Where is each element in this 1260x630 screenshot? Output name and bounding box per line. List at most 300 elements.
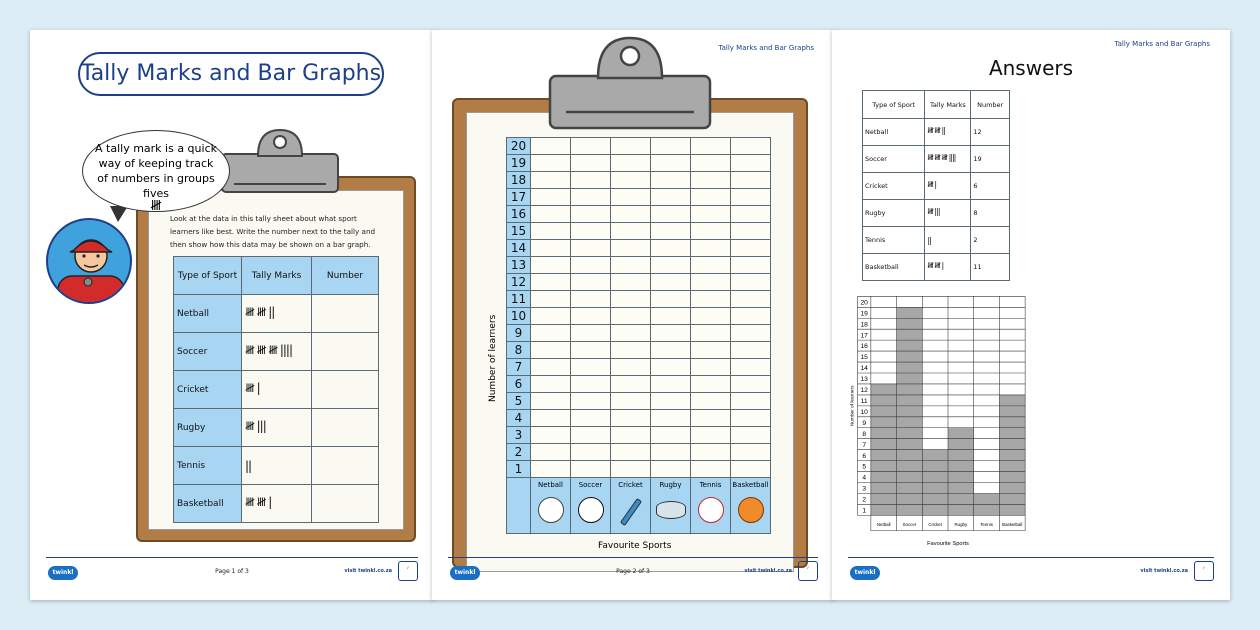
grid-cell[interactable] — [611, 155, 651, 172]
answers-tally-table — [862, 90, 1010, 281]
sport-column-header — [731, 478, 771, 534]
twinkl-logo[interactable]: twinkl — [850, 566, 880, 580]
tally-icon: 𝍸 — [150, 198, 162, 214]
page-number: Page 1 of 3 — [215, 568, 249, 575]
header-type-of-sport: Type of Sport — [863, 91, 925, 119]
grid-cell[interactable] — [651, 359, 691, 376]
table-row — [863, 227, 1010, 254]
grid-cell[interactable] — [731, 444, 771, 461]
table-row — [174, 485, 379, 523]
y-tick-label: 17 — [507, 189, 531, 206]
grid-cell[interactable] — [571, 291, 611, 308]
grid-cell[interactable] — [531, 444, 571, 461]
grid-row — [507, 257, 771, 274]
grid-cell[interactable] — [651, 308, 691, 325]
grid-cell[interactable] — [531, 274, 571, 291]
cricket-bat-icon — [619, 498, 641, 526]
grid-cell[interactable] — [651, 189, 691, 206]
number-value: 2 — [971, 227, 1010, 254]
worksheet-page-3 — [832, 30, 1230, 600]
sport-name: Basketball — [863, 254, 925, 281]
number-answer-cell[interactable] — [312, 485, 379, 523]
grid-cell[interactable] — [651, 291, 691, 308]
page-number: Page 2 of 3 — [616, 568, 650, 575]
y-tick-label: 5 — [862, 463, 867, 471]
y-tick-label: 13 — [860, 376, 868, 384]
y-tick-label: 10 — [507, 308, 531, 325]
sport-name: Tennis — [174, 447, 242, 485]
grid-row — [507, 393, 771, 410]
grid-row — [507, 359, 771, 376]
grid-cell[interactable] — [691, 172, 731, 189]
grid-row — [507, 444, 771, 461]
tally-marks: 𝍸 | — [242, 371, 312, 409]
grid-cell[interactable] — [691, 393, 731, 410]
grid-cell[interactable] — [531, 410, 571, 427]
number-answer-cell[interactable] — [312, 447, 379, 485]
sport-name: Tennis — [863, 227, 925, 254]
tally-marks: 𝍸 𝍸 | — [925, 254, 971, 281]
grid-cell[interactable] — [611, 274, 651, 291]
grid-cell[interactable] — [691, 325, 731, 342]
corner-cell — [507, 478, 531, 534]
grid-cell[interactable] — [531, 138, 571, 155]
sport-name: Netball — [174, 295, 242, 333]
grid-cell[interactable] — [731, 274, 771, 291]
table-header-row — [863, 91, 1010, 119]
y-tick-label: 15 — [860, 354, 868, 362]
grid-cell[interactable] — [531, 172, 571, 189]
x-tick-label: Basketball — [1002, 521, 1023, 527]
grid-cell[interactable] — [731, 342, 771, 359]
bar — [999, 395, 1025, 515]
grid-cell[interactable] — [691, 189, 731, 206]
grid-cell[interactable] — [731, 240, 771, 257]
basketball-icon — [738, 497, 764, 523]
grid-cell[interactable] — [531, 257, 571, 274]
grid-row — [507, 172, 771, 189]
site-link[interactable]: visit twinkl.co.za — [744, 568, 792, 574]
table-row — [863, 254, 1010, 281]
x-axis-label: Favourite Sports — [927, 540, 969, 547]
coach-avatar — [46, 218, 132, 304]
number-answer-cell[interactable] — [312, 409, 379, 447]
y-tick-label: 11 — [507, 291, 531, 308]
grid-cell[interactable] — [731, 189, 771, 206]
grid-cell[interactable] — [571, 325, 611, 342]
y-tick-label: 13 — [507, 257, 531, 274]
sport-name: Soccer — [174, 333, 242, 371]
y-tick-label: 16 — [507, 206, 531, 223]
tally-marks: 𝍸 𝍸 || — [925, 119, 971, 146]
grid-cell[interactable] — [691, 427, 731, 444]
grid-cell[interactable] — [611, 138, 651, 155]
grid-cell[interactable] — [731, 257, 771, 274]
grid-cell[interactable] — [531, 427, 571, 444]
grid-cell[interactable] — [691, 138, 731, 155]
speech-bubble — [82, 130, 230, 212]
grid-cell[interactable] — [571, 240, 611, 257]
number-value: 6 — [971, 173, 1010, 200]
grid-cell[interactable] — [531, 376, 571, 393]
grid-cell[interactable] — [611, 308, 651, 325]
empty-bar-graph-grid — [506, 137, 771, 534]
grid-cell[interactable] — [731, 155, 771, 172]
netball-icon — [538, 497, 564, 523]
grid-cell[interactable] — [611, 376, 651, 393]
bar — [897, 307, 923, 515]
y-tick-label: 12 — [860, 387, 868, 395]
y-tick-label: 12 — [507, 274, 531, 291]
grid-cell[interactable] — [691, 308, 731, 325]
grid-cell[interactable] — [731, 427, 771, 444]
grid-cell[interactable] — [611, 172, 651, 189]
y-tick-label: 11 — [860, 398, 868, 405]
tally-marks: || — [242, 447, 312, 485]
grid-cell[interactable] — [571, 410, 611, 427]
table-header-row — [174, 257, 379, 295]
grid-cell[interactable] — [531, 359, 571, 376]
y-axis-label: Number of learners — [488, 314, 498, 402]
table-row — [174, 447, 379, 485]
y-tick-label: 7 — [862, 441, 867, 449]
grid-row — [507, 206, 771, 223]
grid-cell[interactable] — [651, 410, 691, 427]
twinkl-logo[interactable]: twinkl — [48, 566, 78, 580]
grid-cell[interactable] — [651, 274, 691, 291]
grid-cell[interactable] — [611, 393, 651, 410]
header-tally-marks: Tally Marks — [242, 257, 312, 295]
grid-cell[interactable] — [691, 461, 731, 478]
grid-row — [507, 308, 771, 325]
grid-cell[interactable] — [531, 189, 571, 206]
grid-cell[interactable] — [571, 223, 611, 240]
grid-cell[interactable] — [691, 257, 731, 274]
grid-cell[interactable] — [531, 393, 571, 410]
grid-cell[interactable] — [611, 342, 651, 359]
site-link[interactable]: visit twinkl.co.za — [1140, 568, 1188, 574]
y-tick-label: 19 — [860, 310, 868, 318]
grid-cell[interactable] — [651, 257, 691, 274]
x-tick-label: Rugby — [954, 521, 968, 527]
grid-cell[interactable] — [731, 206, 771, 223]
y-tick-label: 7 — [507, 359, 531, 376]
sport-name: Basketball — [174, 485, 242, 523]
y-tick-label: 4 — [862, 474, 867, 482]
grid-row — [507, 325, 771, 342]
header-number: Number — [971, 91, 1010, 119]
y-tick-label: 17 — [860, 332, 868, 340]
header-tally-marks: Tally Marks — [925, 91, 971, 119]
x-tick-label: Netball — [876, 521, 891, 527]
grid-row — [507, 410, 771, 427]
grid-cell[interactable] — [731, 291, 771, 308]
grid-cell[interactable] — [691, 223, 731, 240]
grid-cell[interactable] — [571, 155, 611, 172]
y-tick-label: 8 — [507, 342, 531, 359]
grid-cell[interactable] — [731, 223, 771, 240]
grid-cell[interactable] — [691, 291, 731, 308]
y-tick-label: 1 — [507, 461, 531, 478]
sport-name: Netball — [863, 119, 925, 146]
grid-cell[interactable] — [571, 274, 611, 291]
header-type-of-sport: Type of Sport — [174, 257, 242, 295]
grid-cell[interactable] — [531, 206, 571, 223]
grid-cell[interactable] — [651, 461, 691, 478]
y-tick-label: 6 — [862, 452, 867, 460]
quality-seal-icon: ✓ — [798, 561, 818, 581]
grid-cell[interactable] — [531, 325, 571, 342]
y-tick-label: 9 — [507, 325, 531, 342]
grid-cell[interactable] — [611, 410, 651, 427]
grid-cell[interactable] — [691, 359, 731, 376]
answers-bar-chart — [848, 288, 1048, 558]
grid-cell[interactable] — [731, 325, 771, 342]
grid-cell[interactable] — [611, 257, 651, 274]
grid-cell[interactable] — [571, 172, 611, 189]
x-tick-label: Soccer — [902, 521, 917, 527]
bubble-text: A tally mark is a quick way of keeping track of numbers in groups fives — [95, 142, 217, 200]
tally-table — [173, 256, 379, 523]
sport-name: Cricket — [863, 173, 925, 200]
number-value: 12 — [971, 119, 1010, 146]
grid-cell[interactable] — [611, 223, 651, 240]
grid-cell[interactable] — [571, 138, 611, 155]
page-footer — [848, 557, 1214, 587]
grid-cell[interactable] — [691, 206, 731, 223]
table-row — [174, 295, 379, 333]
grid-row — [507, 461, 771, 478]
grid-cell[interactable] — [691, 444, 731, 461]
grid-cell[interactable] — [531, 342, 571, 359]
grid-cell[interactable] — [611, 461, 651, 478]
grid-cell[interactable] — [651, 325, 691, 342]
sport-label: Tennis — [699, 481, 722, 489]
y-tick-label: 14 — [860, 365, 868, 373]
grid-cell[interactable] — [611, 427, 651, 444]
grid-row — [507, 189, 771, 206]
sport-column-header — [611, 478, 651, 534]
grid-cell[interactable] — [571, 393, 611, 410]
y-tick-label: 2 — [862, 496, 867, 504]
grid-cell[interactable] — [731, 376, 771, 393]
y-tick-label: 9 — [862, 419, 867, 427]
grid-cell[interactable] — [651, 376, 691, 393]
grid-cell[interactable] — [691, 410, 731, 427]
sport-column-header — [691, 478, 731, 534]
grid-cell[interactable] — [691, 155, 731, 172]
grid-row — [507, 274, 771, 291]
tally-marks: 𝍸 𝍸 || — [242, 295, 312, 333]
grid-cell[interactable] — [571, 308, 611, 325]
grid-cell[interactable] — [531, 223, 571, 240]
grid-cell[interactable] — [611, 240, 651, 257]
y-tick-label: 4 — [507, 410, 531, 427]
y-tick-label: 18 — [507, 172, 531, 189]
header-note: Tally Marks and Bar Graphs — [1114, 40, 1210, 48]
grid-cell[interactable] — [571, 461, 611, 478]
y-tick-label: 14 — [507, 240, 531, 257]
grid-cell[interactable] — [651, 223, 691, 240]
tally-marks: 𝍸 𝍸 | — [242, 485, 312, 523]
number-value: 11 — [971, 254, 1010, 281]
grid-cell[interactable] — [651, 393, 691, 410]
grid-cell[interactable] — [731, 461, 771, 478]
tennis-racket-icon — [698, 497, 724, 523]
y-tick-label: 6 — [507, 376, 531, 393]
y-tick-label: 10 — [860, 408, 868, 416]
tally-marks: 𝍸 𝍸 𝍸 |||| — [242, 333, 312, 371]
sport-label: Soccer — [578, 481, 603, 489]
sports-label-row — [507, 478, 771, 534]
grid-cell[interactable] — [611, 206, 651, 223]
answers-title: Answers — [988, 56, 1074, 80]
y-tick-label: 8 — [862, 430, 867, 438]
sport-label: Rugby — [659, 481, 682, 489]
y-tick-label: 16 — [860, 343, 868, 351]
sport-label: Basketball — [732, 481, 769, 489]
page-footer — [46, 557, 418, 587]
grid-cell[interactable] — [691, 342, 731, 359]
x-axis-label: Favourite Sports — [598, 541, 672, 551]
table-row — [174, 371, 379, 409]
grid-cell[interactable] — [571, 206, 611, 223]
grid-row — [507, 223, 771, 240]
number-value: 8 — [971, 200, 1010, 227]
sport-name: Rugby — [863, 200, 925, 227]
grid-cell[interactable] — [571, 444, 611, 461]
y-tick-label: 1 — [862, 507, 867, 515]
grid-cell[interactable] — [531, 461, 571, 478]
quality-seal-icon: ✓ — [398, 561, 418, 581]
y-tick-label: 2 — [507, 444, 531, 461]
grid-cell[interactable] — [731, 138, 771, 155]
table-row — [174, 409, 379, 447]
table-row — [863, 173, 1010, 200]
grid-cell[interactable] — [731, 172, 771, 189]
x-tick-label: Cricket — [928, 521, 942, 527]
grid-cell[interactable] — [571, 189, 611, 206]
instructions-text: Look at the data in this tally sheet about what sport learners like best. Write the number next to the tally and then show how this data may be shown on a bar graph. — [170, 214, 376, 249]
grid-cell[interactable] — [611, 325, 651, 342]
number-answer-cell[interactable] — [312, 371, 379, 409]
grid-cell[interactable] — [611, 189, 651, 206]
grid-cell[interactable] — [611, 444, 651, 461]
tally-marks: || — [925, 227, 971, 254]
number-answer-cell[interactable] — [312, 333, 379, 371]
twinkl-logo[interactable]: twinkl — [450, 566, 480, 580]
grid-cell[interactable] — [731, 308, 771, 325]
site-link[interactable]: visit twinkl.co.za — [344, 568, 392, 574]
y-tick-label: 20 — [860, 299, 868, 307]
grid-cell[interactable] — [531, 291, 571, 308]
clipboard-clip-icon — [546, 34, 714, 130]
grid-cell[interactable] — [651, 427, 691, 444]
grid-cell[interactable] — [531, 308, 571, 325]
y-tick-label: 3 — [507, 427, 531, 444]
sport-name: Rugby — [174, 409, 242, 447]
grid-cell[interactable] — [731, 359, 771, 376]
sport-name: Cricket — [174, 371, 242, 409]
grid-row — [507, 155, 771, 172]
grid-cell[interactable] — [571, 376, 611, 393]
grid-cell[interactable] — [571, 342, 611, 359]
grid-cell[interactable] — [651, 172, 691, 189]
grid-row — [507, 342, 771, 359]
tally-marks: 𝍸 | — [925, 173, 971, 200]
grid-cell[interactable] — [731, 410, 771, 427]
grid-cell[interactable] — [571, 257, 611, 274]
number-answer-cell[interactable] — [312, 295, 379, 333]
grid-cell[interactable] — [651, 138, 691, 155]
grid-cell[interactable] — [651, 240, 691, 257]
coach-icon — [48, 220, 132, 304]
table-row — [863, 146, 1010, 173]
grid-row — [507, 138, 771, 155]
grid-row — [507, 427, 771, 444]
grid-cell[interactable] — [691, 274, 731, 291]
sport-label: Cricket — [618, 481, 643, 489]
table-row — [174, 333, 379, 371]
sport-column-header — [571, 478, 611, 534]
sport-column-header — [531, 478, 571, 534]
soccer-ball-icon — [578, 497, 604, 523]
grid-cell[interactable] — [611, 291, 651, 308]
grid-cell[interactable] — [691, 240, 731, 257]
grid-cell[interactable] — [611, 359, 651, 376]
clipboard-clip-icon — [220, 126, 340, 194]
grid-cell[interactable] — [651, 342, 691, 359]
worksheet-page-1 — [30, 30, 434, 600]
grid-cell[interactable] — [531, 240, 571, 257]
tally-marks: 𝍸 ||| — [925, 200, 971, 227]
grid-cell[interactable] — [531, 155, 571, 172]
rugby-ball-icon — [656, 501, 686, 519]
grid-row — [507, 240, 771, 257]
y-tick-label: 19 — [507, 155, 531, 172]
y-tick-label: 18 — [860, 321, 868, 329]
quality-seal-icon: ✓ — [1194, 561, 1214, 581]
sport-column-header — [651, 478, 691, 534]
y-tick-label: 5 — [507, 393, 531, 410]
y-tick-label: 15 — [507, 223, 531, 240]
table-row — [863, 200, 1010, 227]
table-row — [863, 119, 1010, 146]
grid-cell[interactable] — [651, 444, 691, 461]
worksheet-page-2 — [432, 30, 834, 600]
x-tick-label: Tennis — [980, 521, 993, 527]
tally-marks: 𝍸 𝍸 𝍸 |||| — [925, 146, 971, 173]
tally-marks: 𝍸 ||| — [242, 409, 312, 447]
grid-cell[interactable] — [691, 376, 731, 393]
page-footer — [448, 557, 818, 587]
header-note: Tally Marks and Bar Graphs — [718, 44, 814, 52]
grid-cell[interactable] — [571, 359, 611, 376]
grid-cell[interactable] — [571, 427, 611, 444]
sport-name: Soccer — [863, 146, 925, 173]
grid-cell[interactable] — [731, 393, 771, 410]
y-tick-label: 3 — [862, 485, 867, 493]
sport-label: Netball — [538, 481, 563, 489]
grid-row — [507, 376, 771, 393]
grid-cell[interactable] — [651, 155, 691, 172]
y-tick-label: 20 — [507, 138, 531, 155]
grid-row — [507, 291, 771, 308]
number-value: 19 — [971, 146, 1010, 173]
header-number: Number — [312, 257, 379, 295]
grid-cell[interactable] — [651, 206, 691, 223]
y-axis-label: Number of learners — [850, 385, 856, 427]
